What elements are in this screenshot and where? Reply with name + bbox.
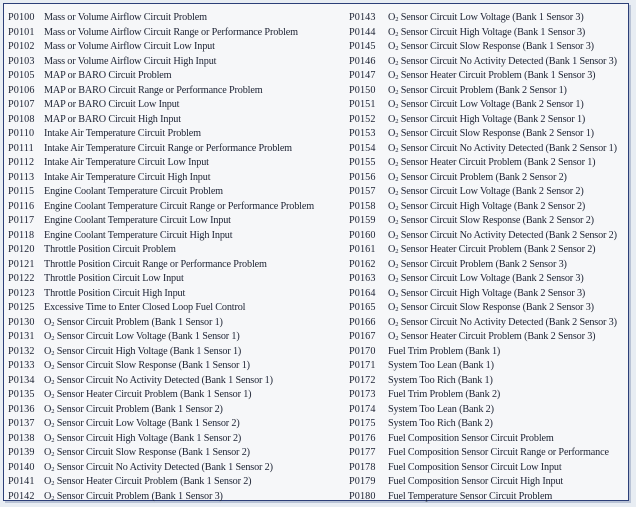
trouble-code: P0142 <box>8 490 35 502</box>
trouble-code: P0111 <box>8 142 34 154</box>
code-row <box>8 127 346 142</box>
trouble-code: P0112 <box>8 157 35 168</box>
code-description: Fuel Composition Sensor Circuit Problem <box>388 432 554 444</box>
code-row <box>8 272 346 287</box>
code-row <box>8 432 346 447</box>
trouble-code: P0140 <box>8 461 35 473</box>
trouble-code: P0137 <box>8 418 35 429</box>
code-row <box>8 301 346 316</box>
code-description: $O_2$ Sensor Circuit No Activity Detected (Bank 2 Sensor 3) <box>388 316 617 328</box>
code-row <box>8 461 346 476</box>
code-row <box>349 272 627 287</box>
code-row <box>8 229 346 244</box>
code-row <box>8 200 346 215</box>
code-description: $O_2$ Sensor Circuit High Voltage (Bank 1 Sensor 1) <box>44 345 242 357</box>
code-description: $O_2$ Sensor Circuit Problem (Bank 2 Sensor 2) <box>388 171 567 183</box>
trouble-code: P0144 <box>349 26 376 38</box>
code-row <box>349 345 627 360</box>
code-description: Engine Coolant Temperature Circuit Range or Performance Problem <box>44 200 315 212</box>
trouble-code: P0178 <box>349 461 376 473</box>
code-description: MAP or BARO Circuit Problem <box>44 70 172 81</box>
trouble-code: P0141 <box>8 476 35 487</box>
code-description: $O_2$ Sensor Circuit No Activity Detected (Bank 1 Sensor 1) <box>44 374 273 386</box>
code-description: Fuel Composition Sensor Circuit Range or Performance <box>388 447 609 458</box>
code-row <box>349 417 627 432</box>
code-row <box>349 171 627 186</box>
code-row <box>349 113 627 128</box>
code-row <box>8 185 346 200</box>
code-description: $O_2$ Sensor Circuit Problem (Bank 1 Sensor 2) <box>44 403 223 415</box>
trouble-code: P0155 <box>349 157 376 168</box>
code-row <box>349 475 627 490</box>
code-column-right <box>349 11 627 504</box>
code-description: $O_2$ Sensor Heater Circuit Problem (Bank 2 Sensor 3) <box>388 331 596 342</box>
trouble-code: P0176 <box>349 432 376 444</box>
code-description: $O_2$ Sensor Circuit High Voltage (Bank 1 Sensor 3) <box>388 26 586 38</box>
code-description: $O_2$ Sensor Circuit High Voltage (Bank 2 Sensor 3) <box>388 287 586 299</box>
code-row <box>349 84 627 99</box>
code-description: Fuel Composition Sensor Circuit High Input <box>388 476 564 487</box>
trouble-code: P0154 <box>349 142 376 154</box>
trouble-code: P0158 <box>349 200 376 212</box>
code-description: $O_2$ Sensor Circuit Problem (Bank 1 Sensor 1) <box>44 316 223 328</box>
code-row <box>349 287 627 302</box>
code-description: $O_2$ Sensor Circuit High Voltage (Bank 2 Sensor 2) <box>388 200 586 212</box>
code-description: Mass or Volume Airflow Circuit Problem <box>44 12 207 23</box>
code-description: Engine Coolant Temperature Circuit High Input <box>44 229 233 241</box>
trouble-code: P0145 <box>349 41 376 52</box>
code-row <box>349 156 627 171</box>
trouble-code: P0134 <box>8 374 35 386</box>
code-row <box>8 156 346 171</box>
code-row <box>349 374 627 389</box>
trouble-code: P0151 <box>349 99 376 110</box>
code-description: $O_2$ Sensor Circuit Problem (Bank 2 Sensor 1) <box>388 84 567 96</box>
code-row <box>8 403 346 418</box>
code-description: MAP or BARO Circuit High Input <box>44 113 181 125</box>
code-description: Intake Air Temperature Circuit Range or Performance Problem <box>44 142 292 154</box>
trouble-code: P0106 <box>8 84 35 96</box>
trouble-code: P0123 <box>8 287 35 299</box>
trouble-code: P0166 <box>349 316 376 328</box>
code-description: Throttle Position Circuit Low Input <box>44 273 184 284</box>
code-description: System Too Lean (Bank 1) <box>388 360 494 371</box>
trouble-code: P0150 <box>349 84 376 96</box>
code-row <box>349 26 627 41</box>
code-description: $O_2$ Sensor Circuit No Activity Detected (Bank 1 Sensor 3) <box>388 55 617 67</box>
code-description: $O_2$ Sensor Heater Circuit Problem (Bank 1 Sensor 2) <box>44 476 252 487</box>
trouble-code: P0101 <box>8 26 35 38</box>
code-description: $O_2$ Sensor Heater Circuit Problem (Bank 2 Sensor 2) <box>388 244 596 255</box>
trouble-code: P0153 <box>349 128 376 139</box>
trouble-code: P0143 <box>349 12 376 23</box>
trouble-code: P0122 <box>8 273 35 284</box>
code-row <box>8 374 346 389</box>
code-description: $O_2$ Sensor Heater Circuit Problem (Bank 1 Sensor 3) <box>388 70 596 81</box>
code-row <box>349 243 627 258</box>
trouble-code: P0163 <box>349 273 376 284</box>
trouble-code: P0177 <box>349 447 376 458</box>
trouble-code: P0165 <box>349 302 376 313</box>
code-row <box>8 446 346 461</box>
code-row <box>8 26 346 41</box>
trouble-code: P0113 <box>8 171 35 183</box>
trouble-code: P0115 <box>8 186 35 197</box>
code-row <box>349 490 627 505</box>
code-description: $O_2$ Sensor Circuit High Voltage (Bank 2 Sensor 1) <box>388 113 586 125</box>
trouble-code: P0105 <box>8 70 35 81</box>
trouble-code: P0131 <box>8 331 35 342</box>
trouble-code: P0175 <box>349 418 376 429</box>
trouble-code: P0179 <box>349 476 376 487</box>
code-row <box>8 330 346 345</box>
code-description: $O_2$ Sensor Circuit Low Voltage (Bank 1 Sensor 3) <box>388 12 584 23</box>
code-row <box>8 316 346 331</box>
trouble-code: P0146 <box>349 55 376 67</box>
code-row <box>8 142 346 157</box>
code-description: Excessive Time to Enter Closed Loop Fuel Control <box>44 302 246 313</box>
trouble-code: P0173 <box>349 389 376 400</box>
trouble-code: P0159 <box>349 215 376 226</box>
trouble-code: P0162 <box>349 258 376 270</box>
trouble-code: P0167 <box>349 331 376 342</box>
code-row <box>8 359 346 374</box>
code-description: System Too Lean (Bank 2) <box>388 403 494 415</box>
code-description: Engine Coolant Temperature Circuit Low Input <box>44 215 231 226</box>
code-description: Engine Coolant Temperature Circuit Problem <box>44 186 223 197</box>
code-description: Intake Air Temperature Circuit Problem <box>44 128 201 139</box>
code-description: $O_2$ Sensor Circuit Slow Response (Bank 1 Sensor 2) <box>44 447 250 458</box>
code-description: Intake Air Temperature Circuit Low Input <box>44 157 209 168</box>
code-description: Fuel Trim Problem (Bank 1) <box>388 345 501 357</box>
code-row <box>8 388 346 403</box>
code-description: Fuel Temperature Sensor Circuit Problem <box>388 490 553 502</box>
code-row <box>8 113 346 128</box>
code-row <box>349 214 627 229</box>
trouble-code: P0110 <box>8 128 35 139</box>
code-row <box>349 432 627 447</box>
trouble-code: P0161 <box>349 244 376 255</box>
code-description: Throttle Position Circuit Range or Performance Problem <box>44 258 267 270</box>
code-description: System Too Rich (Bank 2) <box>388 418 493 429</box>
code-description: $O_2$ Sensor Circuit Slow Response (Bank 1 Sensor 3) <box>388 41 594 52</box>
trouble-code: P0116 <box>8 200 35 212</box>
trouble-code: P0180 <box>349 490 376 502</box>
trouble-code: P0130 <box>8 316 35 328</box>
code-description: Throttle Position Circuit Problem <box>44 244 176 255</box>
code-description: $O_2$ Sensor Circuit Slow Response (Bank 2 Sensor 1) <box>388 128 594 139</box>
code-description: $O_2$ Sensor Circuit No Activity Detected (Bank 2 Sensor 1) <box>388 142 617 154</box>
code-row <box>349 142 627 157</box>
trouble-code: P0135 <box>8 389 35 400</box>
code-description: $O_2$ Sensor Circuit Problem (Bank 1 Sensor 3) <box>44 490 223 502</box>
trouble-code: P0171 <box>349 360 376 371</box>
trouble-code: P0125 <box>8 302 35 313</box>
trouble-code: P0172 <box>349 374 376 386</box>
code-description: $O_2$ Sensor Circuit Low Voltage (Bank 1 Sensor 1) <box>44 331 240 342</box>
code-description: $O_2$ Sensor Circuit Slow Response (Bank 1 Sensor 1) <box>44 360 250 371</box>
code-row <box>349 388 627 403</box>
code-row <box>8 11 346 26</box>
code-description: $O_2$ Sensor Circuit Low Voltage (Bank 2 Sensor 2) <box>388 186 584 197</box>
code-row <box>8 84 346 99</box>
trouble-code: P0103 <box>8 55 35 67</box>
trouble-code: P0117 <box>8 215 35 226</box>
code-row <box>349 55 627 70</box>
code-row <box>349 200 627 215</box>
code-row <box>349 185 627 200</box>
trouble-code: P0164 <box>349 287 376 299</box>
code-row <box>349 258 627 273</box>
trouble-code: P0120 <box>8 244 35 255</box>
code-description: MAP or BARO Circuit Range or Performance Problem <box>44 84 263 96</box>
code-description: $O_2$ Sensor Circuit Problem (Bank 2 Sensor 3) <box>388 258 567 270</box>
code-row <box>8 490 346 505</box>
code-description: $O_2$ Sensor Circuit Low Voltage (Bank 2 Sensor 1) <box>388 99 584 110</box>
code-description: $O_2$ Sensor Circuit Low Voltage (Bank 1 Sensor 2) <box>44 418 240 429</box>
code-row <box>349 330 627 345</box>
trouble-code: P0138 <box>8 432 35 444</box>
code-description: $O_2$ Sensor Circuit Slow Response (Bank 2 Sensor 2) <box>388 215 594 226</box>
code-row <box>349 301 627 316</box>
code-description: Mass or Volume Airflow Circuit Low Input <box>44 41 215 52</box>
code-description: Fuel Composition Sensor Circuit Low Input <box>388 461 562 473</box>
code-row <box>349 403 627 418</box>
code-row <box>8 287 346 302</box>
trouble-code: P0160 <box>349 229 376 241</box>
trouble-code: P0118 <box>8 229 35 241</box>
code-row <box>349 229 627 244</box>
code-row <box>349 98 627 113</box>
code-description: $O_2$ Sensor Heater Circuit Problem (Bank 1 Sensor 1) <box>44 389 252 400</box>
trouble-code: P0136 <box>8 403 35 415</box>
trouble-code: P0157 <box>349 186 376 197</box>
code-description: $O_2$ Sensor Circuit Low Voltage (Bank 2 Sensor 3) <box>388 273 584 284</box>
code-description: System Too Rich (Bank 1) <box>388 374 493 386</box>
code-description: Mass or Volume Airflow Circuit High Input <box>44 55 217 67</box>
code-row <box>349 359 627 374</box>
trouble-code: P0102 <box>8 41 35 52</box>
code-description: Intake Air Temperature Circuit High Input <box>44 171 211 183</box>
trouble-code: P0108 <box>8 113 35 125</box>
code-row <box>8 40 346 55</box>
code-row <box>8 258 346 273</box>
code-row <box>8 69 346 84</box>
code-description: Fuel Trim Problem (Bank 2) <box>388 389 501 400</box>
code-row <box>8 171 346 186</box>
code-row <box>349 69 627 84</box>
code-description: $O_2$ Sensor Circuit Slow Response (Bank 2 Sensor 3) <box>388 302 594 313</box>
code-row <box>349 11 627 26</box>
code-row <box>349 40 627 55</box>
trouble-code: P0100 <box>8 12 35 23</box>
code-row <box>8 55 346 70</box>
trouble-code: P0174 <box>349 403 376 415</box>
trouble-code: P0132 <box>8 345 35 357</box>
code-row <box>349 461 627 476</box>
code-description: Throttle Position Circuit High Input <box>44 287 186 299</box>
trouble-code: P0156 <box>349 171 376 183</box>
obd-code-table <box>3 3 629 501</box>
code-description: $O_2$ Sensor Circuit No Activity Detected (Bank 1 Sensor 2) <box>44 461 273 473</box>
trouble-code: P0152 <box>349 113 376 125</box>
code-description: $O_2$ Sensor Circuit No Activity Detected (Bank 2 Sensor 2) <box>388 229 617 241</box>
code-description: $O_2$ Sensor Heater Circuit Problem (Bank 2 Sensor 1) <box>388 157 596 168</box>
trouble-code: P0170 <box>349 345 376 357</box>
code-column-left <box>8 11 346 504</box>
code-description: MAP or BARO Circuit Low Input <box>44 99 180 110</box>
trouble-code: P0121 <box>8 258 35 270</box>
trouble-code: P0147 <box>349 70 376 81</box>
code-description: $O_2$ Sensor Circuit High Voltage (Bank 1 Sensor 2) <box>44 432 242 444</box>
code-row <box>8 98 346 113</box>
trouble-code: P0133 <box>8 360 35 371</box>
code-row <box>8 243 346 258</box>
code-row <box>349 316 627 331</box>
code-row <box>8 417 346 432</box>
code-row <box>8 475 346 490</box>
trouble-code: P0139 <box>8 447 35 458</box>
code-row <box>8 214 346 229</box>
trouble-code: P0107 <box>8 99 35 110</box>
code-row <box>349 127 627 142</box>
code-description: Mass or Volume Airflow Circuit Range or Performance Problem <box>44 26 298 38</box>
code-row <box>8 345 346 360</box>
code-row <box>349 446 627 461</box>
